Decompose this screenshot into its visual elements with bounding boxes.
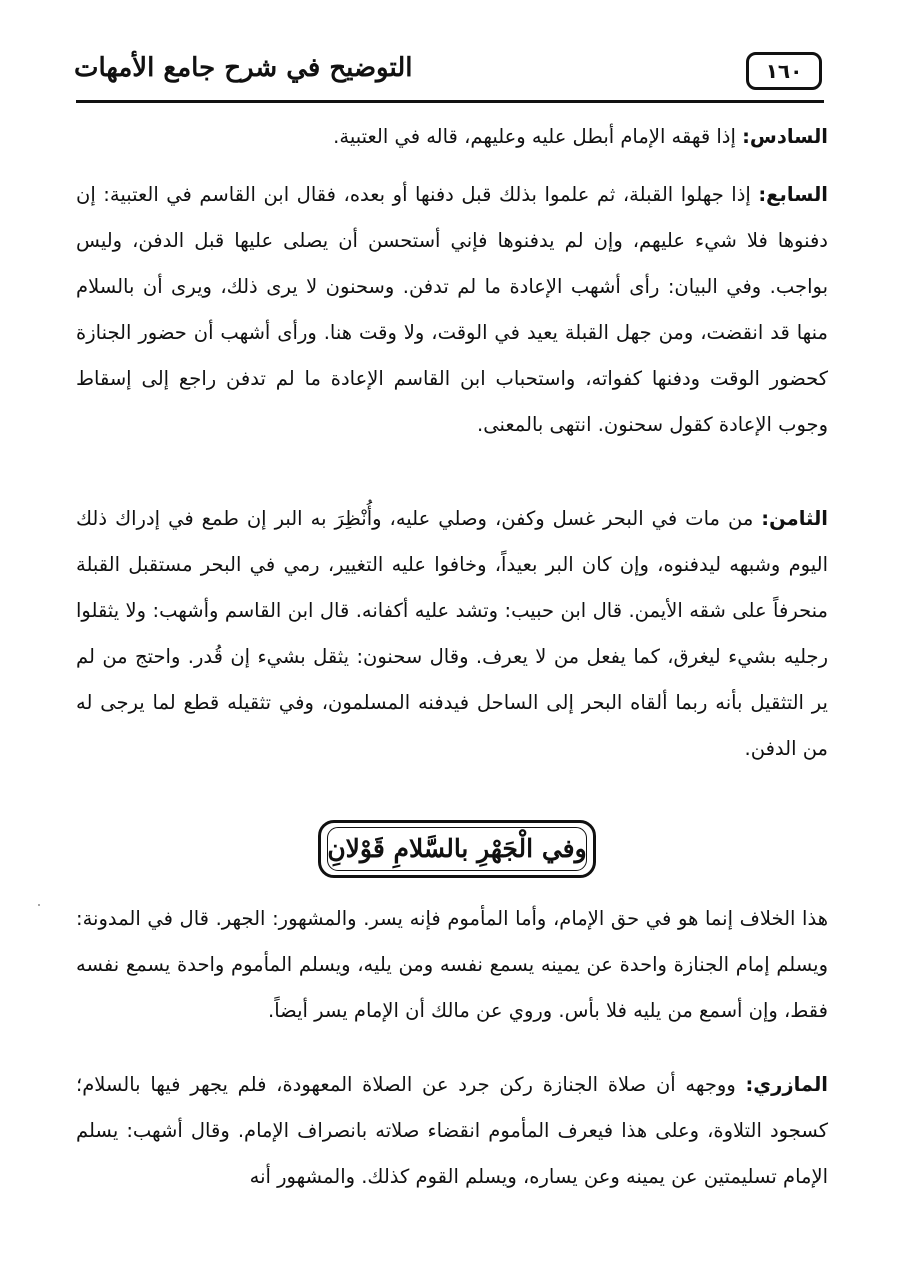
margin-dot [38,904,40,906]
paragraph-text: هذا الخلاف إنما هو في حق الإمام، وأما المأموم فإنه يسر. والمشهور: الجهر. قال في المدونة: ويسلم إمام الجنازة واحدة عن يمينه يسمع نفسه ومن يليه، ويسلم المأموم واحدة يسمع نفسه فقط، وإن أسمع من يليه فلا بأس. وروي عن مالك أن الإمام يسر أيضاً. [76,907,828,1022]
paragraph-text: ووجهه أن صلاة الجنازة ركن جرد عن الصلاة المعهودة، فلم يجهر فيها بالسلام؛ كسجود التلاوة، وعلى هذا فيعرف المأموم انقضاء صلاته بانصراف الإمام. وقال أشهب: يسلم الإمام تسليمتين عن يمينه وعن يساره، ويسلم القوم كذلك. والمشهور أنه [76,1073,828,1188]
paragraph-text: إذا قهقه الإمام أبطل عليه وعليهم، قاله في العتبية. [333,125,743,148]
paragraph-eighth [76,496,828,772]
page-header [76,44,824,103]
book-title: التوضيح في شرح جامع الأمهات [74,53,413,83]
paragraph-seventh [76,172,828,448]
section-heading-frame [318,820,596,878]
paragraph-lead: السادس: [742,125,828,148]
paragraph-text: إذا جهلوا القبلة، ثم علموا بذلك قبل دفنها أو بعده، فقال ابن القاسم في العتبية: إن دفنوها فلا شيء عليهم، وإن لم يدفنوها فإني أستحسن أن يصلى عليها قبل الدفن، وليس بواجب. وفي البيان: رأى أشهب الإعادة ما لم تدفن. وسحنون لا يرى ذلك، ويرى أن بالسلام منها قد انقضت، ومن جهل القبلة يعيد في الوقت، ولا وقت هنا. ورأى أشهب أن حضور الجنازة كحضور الوقت ودفنها كفواته، واستحباب ابن القاسم الإعادة ما لم تدفن راجع إلى إسقاط وجوب الإعادة كقول سحنون. انتهى بالمعنى. [76,183,828,436]
paragraph-mazari [76,1062,828,1200]
page-number: ١٦٠ [746,52,822,90]
section-heading: وفي الْجَهْرِ بالسَّلامِ قَوْلانِ [327,834,587,863]
paragraph-lead: المازري: [745,1073,828,1096]
paragraph-text: من مات في البحر غسل وكفن، وصلي عليه، وأُنْظِرَ به البر إن طمع في إدراك ذلك اليوم وشبهه ليدفنوه، وإن كان البر بعيداً، وخافوا عليه التغيير، رمي في البحر مستقبل القبلة منحرفاً على شقه الأيمن. قال ابن حبيب: وتشد عليه أكفانه. قال ابن القاسم وأشهب: ولا يثقلوا رجليه بشيء ليغرق، كما يفعل من لا يعرف. وقال سحنون: يثقل بشيء إن قُدر. واحتج من لم ير التثقيل بأنه ربما ألقاه البحر إلى الساحل فيدفنه المسلمون، وفي تثقيله قطع لما يرجى له من الدفن. [76,507,828,760]
paragraph-commentary [76,896,828,1034]
paragraph-lead: السابع: [758,183,828,206]
paragraph-lead: الثامن: [761,507,828,530]
paragraph-sixth [76,114,828,160]
